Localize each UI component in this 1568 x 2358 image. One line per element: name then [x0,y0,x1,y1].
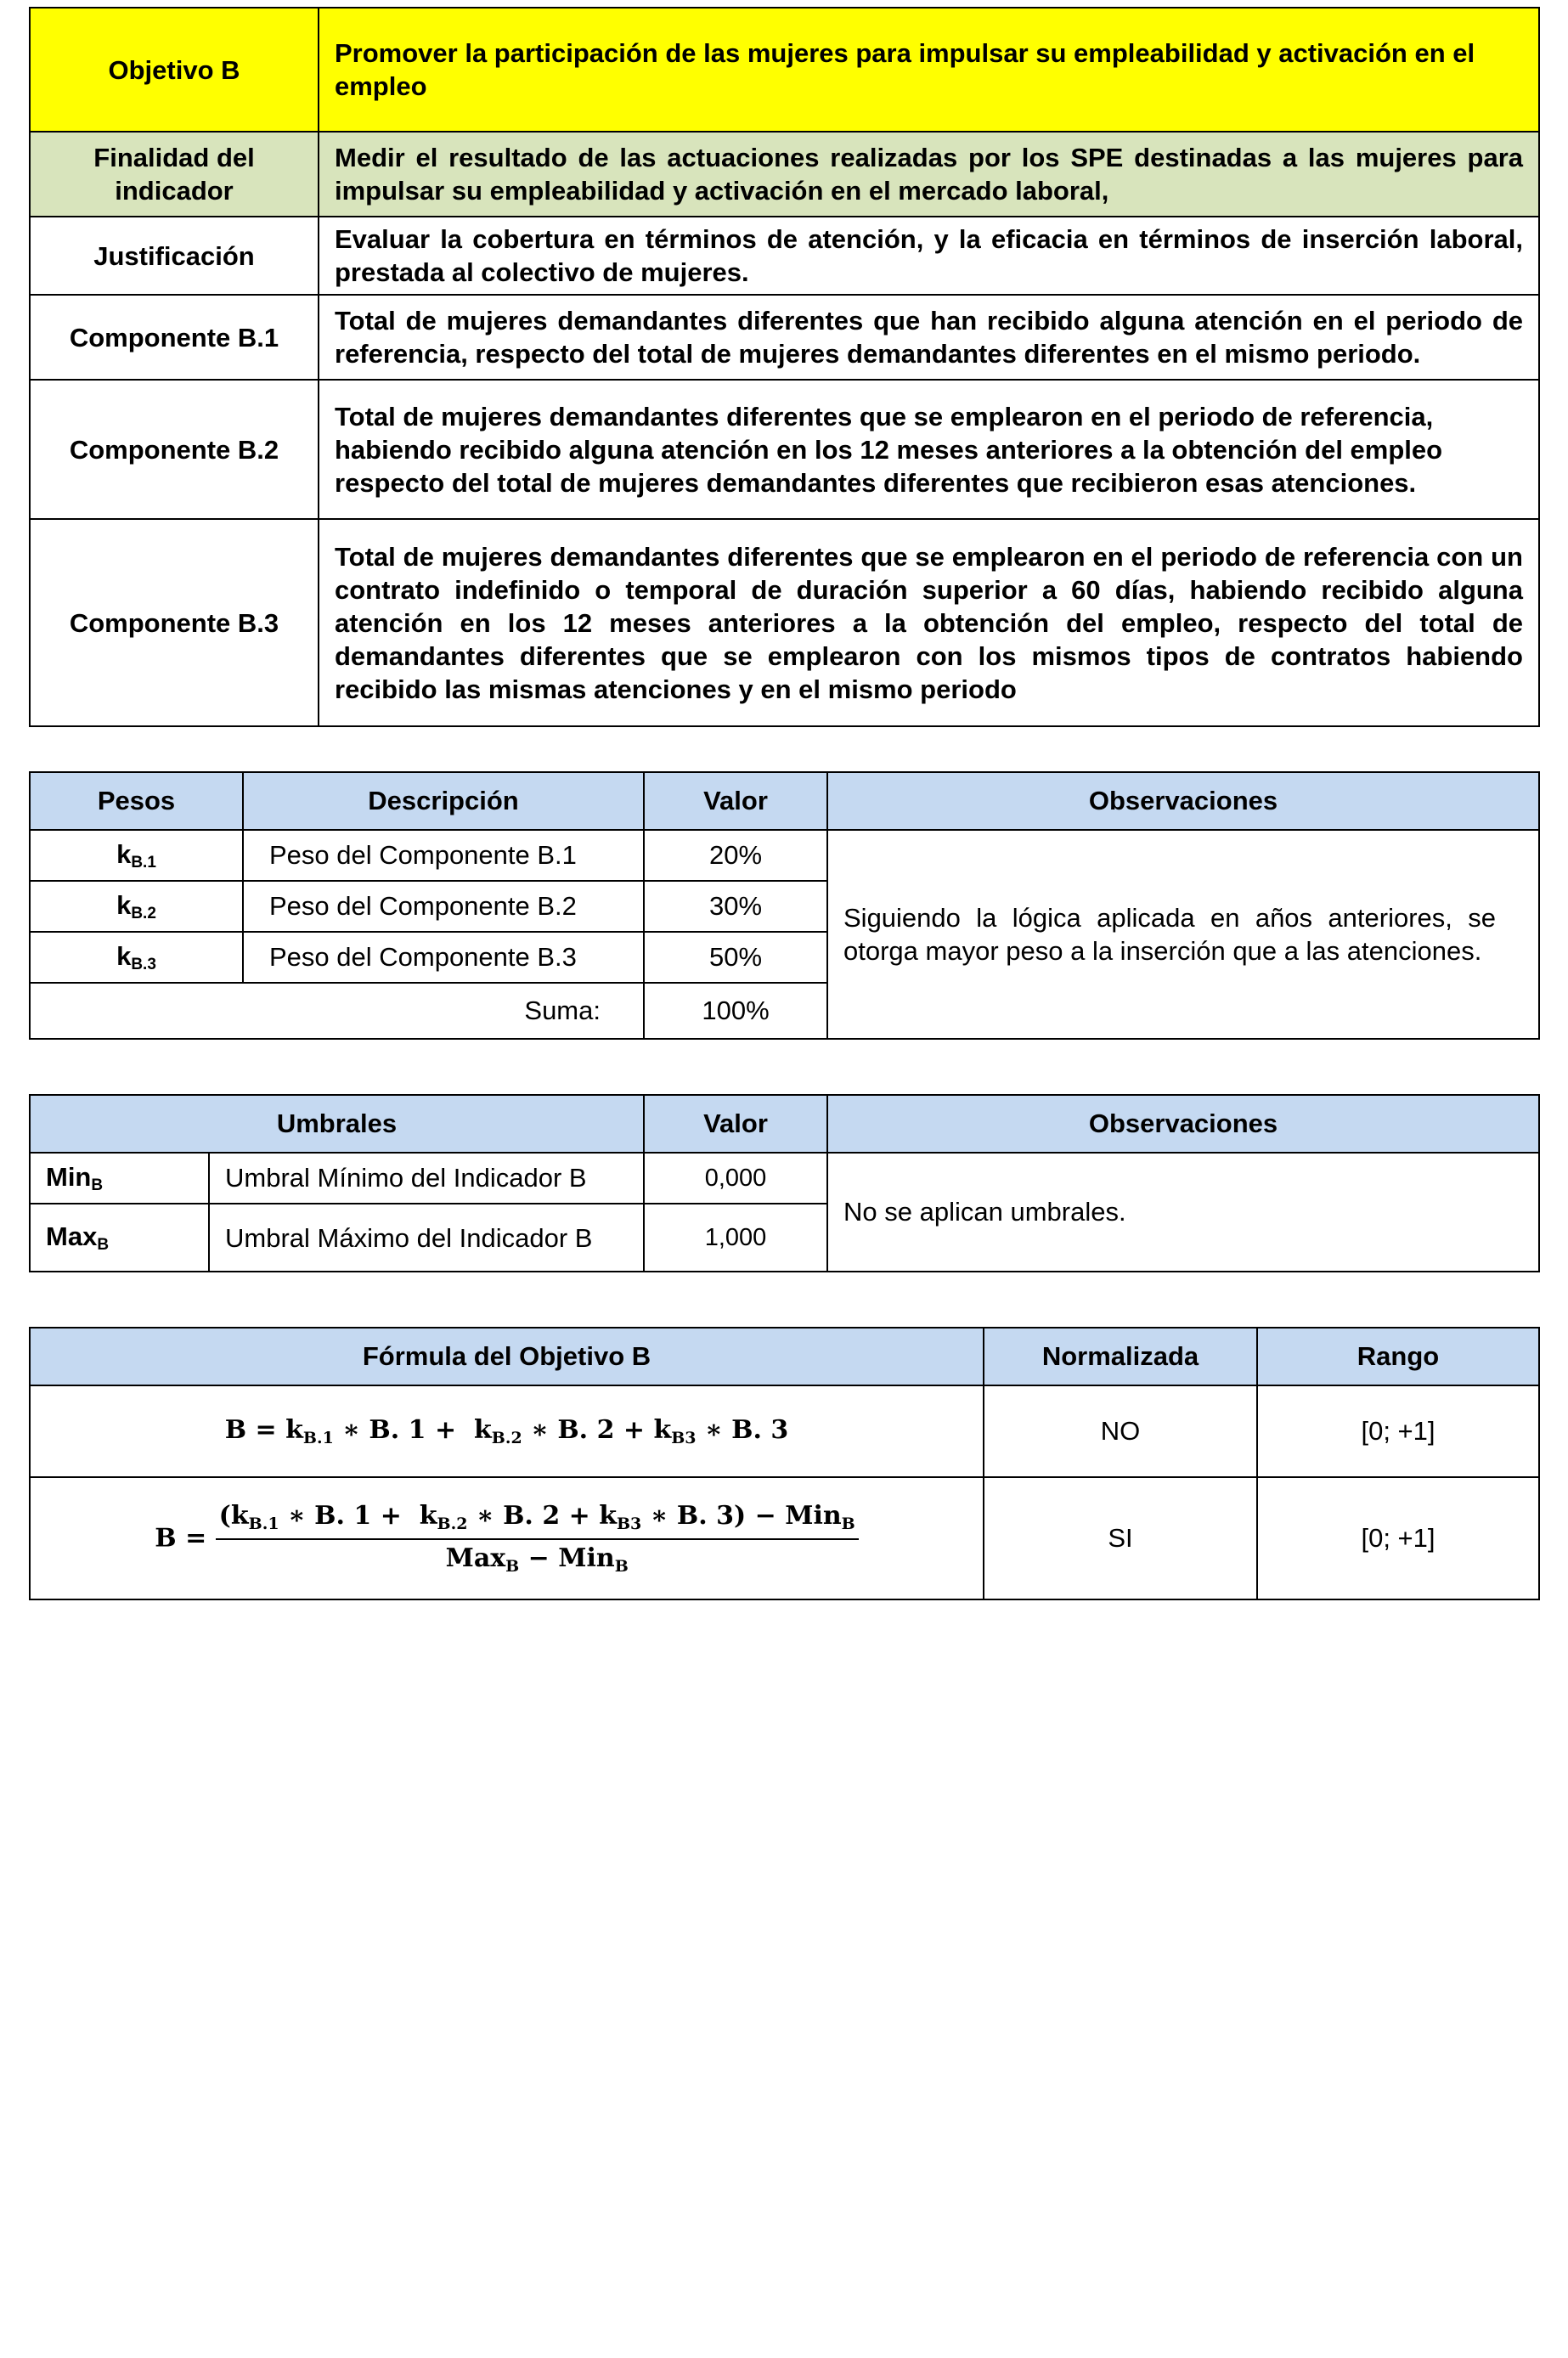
valor-header: Valor [644,772,827,830]
peso-k-b3 [30,932,243,983]
normalizada-header: Normalizada [984,1328,1257,1385]
observaciones-header: Observaciones [827,772,1539,830]
peso-desc-b2: Peso del Componente B.2 [243,881,644,932]
formula-normalizada: B = $\frac{(k_{B.1} ∗ B. 1 + k_{B.2} ∗ B. 2 + k_{B3} ∗ B. 3) - Min_B}{Max_B - Min_B}$ [30,1477,984,1599]
max-subscript: B [97,1235,110,1254]
umbrales-header: Umbrales [30,1095,644,1153]
formula-table [29,1327,1540,1600]
max-valor: 1,000 [644,1204,827,1272]
justificacion-label: Justificación [30,217,319,295]
suma-valor: 100% [644,983,827,1039]
pesos-table [29,771,1540,1040]
justificacion-text: Evaluar la cobertura en términos de atención, y la eficacia en términos de inserción laboral, prestada al colectivo de mujeres. [319,217,1539,295]
min-subscript: B [91,1176,104,1194]
finalidad-text: Medir el resultado de las actuaciones realizadas por los SPE destinadas a las mujeres para impulsar su empleabilidad y activación en el mercado laboral, [319,132,1539,217]
componente-b1-text: Total de mujeres demandantes diferentes que han recibido alguna atención en el periodo de referencia, respecto del total de mujeres demandantes diferentes en el mismo periodo. [319,295,1539,380]
peso-k-symbol: k [116,838,132,869]
componente-b2-label: Componente B.2 [30,380,319,519]
pesos-observaciones: Siguiendo la lógica aplicada en años anteriores, se otorga mayor peso a la inserción que a las atenciones. [827,830,1539,1039]
normalizada-si: SI [984,1477,1257,1599]
max-label: Max [46,1221,98,1251]
peso-k-symbol: k [116,889,132,920]
formula-no-normalizada: $B = k_{B.1}$ ∗ B. $1 + k_{B.2}$ ∗ B. $2 + k_{B3}$ ∗ B. 3 [30,1385,984,1477]
peso-valor-b2: 30% [644,881,827,932]
max-desc: Umbral Máximo del Indicador B [209,1204,644,1272]
peso-k-b1 [30,830,243,881]
min-label: Min [46,1161,92,1192]
pesos-header: Pesos [30,772,243,830]
peso-k-subscript: B.1 [131,853,156,872]
componente-b3-label: Componente B.3 [30,519,319,726]
componente-b2-text: Total de mujeres demandantes diferentes que se emplearon en el periodo de referencia, habiendo recibido alguna atención en los 12 meses anteriores a la obtención del empleo respecto del total de mujeres demandantes diferentes que recibieron esas atenciones. [319,380,1539,519]
peso-k-subscript: B.3 [131,955,156,973]
objective-table [29,7,1540,727]
componente-b3-text: Total de mujeres demandantes diferentes que se emplearon en el periodo de referencia con un contrato indefinido o temporal de duración superior a 60 días, habiendo recibido alguna atención en los 12 meses anteriores a la obtención del empleo, respecto del total de demandantes diferentes que se emplearon con los mismos tipos de contratos habiendo recibido las mismas atenciones y en el mismo periodo [319,519,1539,726]
peso-desc-b3: Peso del Componente B.3 [243,932,644,983]
peso-k-symbol: k [116,940,132,971]
rango-header: Rango [1257,1328,1539,1385]
rango-2: [0; +1] [1257,1477,1539,1599]
peso-valor-b3: 50% [644,932,827,983]
objetivo-label: Objetivo B [30,8,319,132]
min-desc: Umbral Mínimo del Indicador B [209,1153,644,1204]
suma-label: Suma: [30,983,644,1039]
umbrales-observaciones: No se aplican umbrales. [827,1153,1539,1272]
min-valor: 0,000 [644,1153,827,1204]
max-b [30,1204,209,1272]
min-b [30,1153,209,1204]
componente-b1-label: Componente B.1 [30,295,319,380]
umbrales-table [29,1094,1540,1272]
finalidad-label: Finalidad del indicador [30,132,319,217]
peso-k-subscript: B.2 [131,904,156,922]
formula-header: Fórmula del Objetivo B [30,1328,984,1385]
descripcion-header: Descripción [243,772,644,830]
normalizada-no: NO [984,1385,1257,1477]
peso-k-b2 [30,881,243,932]
peso-valor-b1: 20% [644,830,827,881]
rango-1: [0; +1] [1257,1385,1539,1477]
umbral-valor-header: Valor [644,1095,827,1153]
formula-fraction: $\frac{(k_{B.1} ∗ B. 1 + k_{B.2} ∗ B. 2 + k_{B3} ∗ B. 3) - Min_B}{Max_B - Min_B}$ [216,1501,859,1576]
umbral-observaciones-header: Observaciones [827,1095,1539,1153]
objetivo-text: Promover la participación de las mujeres para impulsar su empleabilidad y activación en el empleo [319,8,1539,132]
peso-desc-b1: Peso del Componente B.1 [243,830,644,881]
